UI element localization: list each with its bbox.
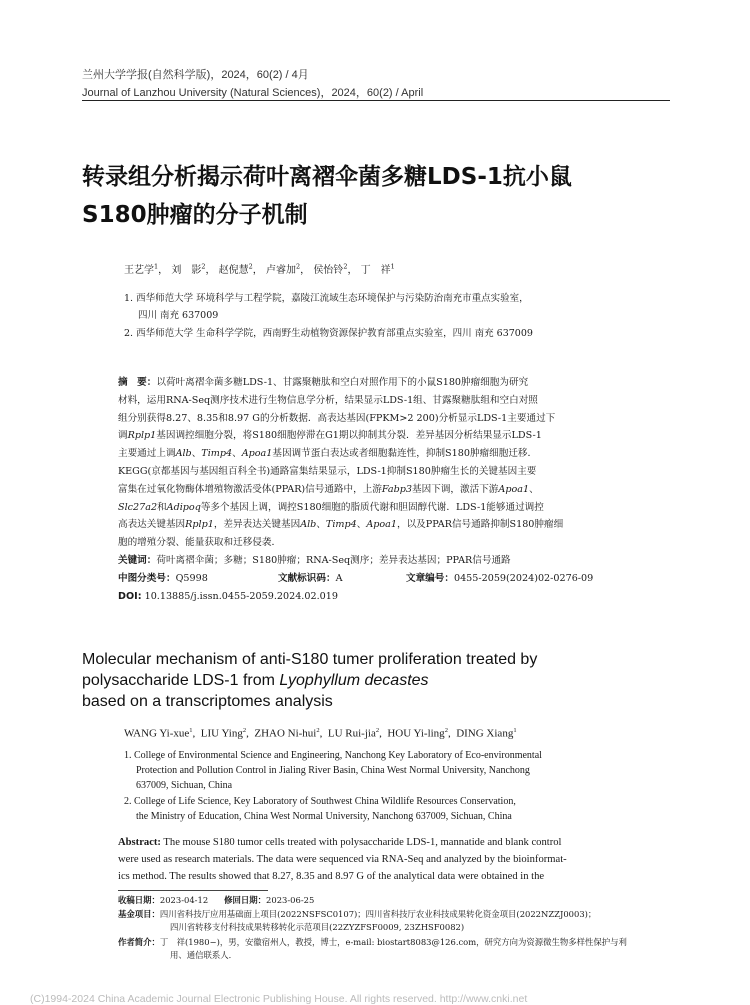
- footnote-fund: 基金项目：四川省科技厅应用基础面上项目(2022NSFSC0107)；四川省科技厅农业科技成果转化资金项目(2022NZZJ0003)；: [118, 909, 597, 919]
- affiliation-en-1-cont: Protection and Pollution Control in Jialing River Basin, China West Normal University, Nanchong: [136, 765, 530, 776]
- header-rule: [82, 100, 670, 101]
- abstract-zh: 摘 要：以荷叶离褶伞菌多糖LDS-1、甘露聚糖肽和空白对照作用下的小鼠S180肿瘤细胞为研究 材料，运用RNA-Seq测序技术进行生物信息学分析，结果显示LDS-1组、甘露聚糖肽组和空白对照 组分别获得8.27、8.35和8.97 G的分析数据．高表达基因(FPKM>2 200)分析显示LDS-1主要通过下 调Rplp1基因调控细胞分裂，将S180细胞停滞在G1期以抑制其分裂．差异基因分析结果显示LDS-1 主要通过上调Alb、Timp4、Apoa1基因调节蛋白表达或者细胞黏连性，抑制S180肿瘤细胞迁移． KEGG(京都基因与基因组百科全书)通路富集结果显示，LDS-1抑制S180肿瘤生长的关键基因主要 富集在过氧化物酶体增殖物激活受体(PPAR)信号通路中，上游Fabp3基因下调，激活下游Apoa1、 Slc27a2和Adipoq等多个基因上调，调控S180细胞的脂质代谢和胆固醇代谢．LDS-1能够通过调控 高表达关键基因Rplp1，差异表达关键基因Alb、Timp4、Apoa1，以及PPAR信号通路抑制S180肿瘤细 胞的增殖分裂、能量获取和迁移侵袭． 关键词：荷叶离褶伞菌；多糖；S180肿瘤；RNA-Seq测序；差异表达基因；PPAR信号通路 中图分类号：Q5998 文献标识码：A 文章编号：0455-2059(2024)02-0276-09 DOI: 10.13885/j.issn.0455-2059.2024.02.019: [118, 374, 628, 605]
- author-zh: 赵倪慧: [218, 265, 249, 276]
- authors-zh: 王艺学$^1$， 刘 影$^2$， 赵倪慧$^2$， 卢睿加$^2$， 侯怡铃$^2$， 丁 祥$^1$: [124, 262, 395, 276]
- classification-row: 中图分类号：Q5998 文献标识码：A 文章编号：0455-2059(2024)02-0276-09: [118, 572, 594, 584]
- author-zh: 卢睿加: [265, 265, 296, 276]
- author-zh: 刘 影: [171, 265, 202, 276]
- title-zh-line1: 转录组分析揭示荷叶离褶伞菌多糖LDS-1抗小鼠: [82, 164, 572, 190]
- abstract-zh-label: 摘 要：: [118, 377, 157, 388]
- affiliation-zh-1-cont: 四川 南充 637009: [138, 310, 219, 321]
- footnote-dates: 收稿日期：2023-04-12 修回日期：2023-06-25: [118, 895, 315, 905]
- author-zh: 丁 祥: [360, 265, 391, 276]
- affiliation-zh-1: 1. 西华师范大学 环境科学与工程学院，嘉陵江流域生态环境保护与污染防治南充市重点实验室，: [124, 293, 529, 304]
- abstract-en: Abstract: The mouse S180 tumor cells treated with polysaccharide LDS-1, mannatide and blank control were used as research materials. The data were sequenced via RNA-Seq and analyzed by the bioinformat- ics method. The results showed that 8.27, 8.35 and 8.97 G of the analytical data were obtained in the: [118, 837, 567, 882]
- doi: DOI: 10.13885/j.issn.0455-2059.2024.02.019: [118, 590, 338, 602]
- footnote-rule: [118, 890, 268, 891]
- journal-header-en: Journal of Lanzhou University (Natural Sciences)，2024，60(2) / April: [82, 87, 424, 99]
- affiliation-en-1-cont2: 637009, Sichuan, China: [136, 780, 233, 791]
- title-en-line3: based on a transcriptomes analysis: [82, 693, 333, 710]
- title-en-line2: polysaccharide LDS-1 from Lyophyllum decastes: [82, 672, 429, 689]
- affiliation-en-1: 1. College of Environmental Science and Engineering, Nanchong Key Laboratory of Eco-environmental: [124, 750, 542, 761]
- affiliation-en-2-cont: the Ministry of Education, China West Normal University, Nanchong 637009, Sichuan, China: [136, 811, 512, 822]
- author-zh: 王艺学: [124, 265, 154, 276]
- footnote-author-cont: 用、通信联系人．: [170, 950, 237, 960]
- footnote-author: 作者简介：丁 祥(1980−)，男，安徽宿州人，教授，博士，e-mail: biostart8083@126.com，研究方向为资源微生物多样性保护与利: [118, 937, 627, 947]
- footnote-fund-cont: 四川省转移支付科技成果转移转化示范项目(22ZYZFSF0009, 23ZHSF0082): [170, 922, 465, 932]
- affiliation-en-2: 2. College of Life Science, Key Laboratory of Southwest China Wildlife Resources Conservation,: [124, 796, 516, 807]
- copyright-watermark: (C)1994-2024 China Academic Journal Electronic Publishing House. All rights reserved. http://www.cnki.net: [30, 993, 528, 1005]
- title-zh-line2: S180肿瘤的分子机制: [82, 202, 308, 228]
- author-zh: 侯怡铃: [313, 265, 344, 276]
- keywords-zh: 关键词：荷叶离褶伞菌；多糖；S180肿瘤；RNA-Seq测序；差异表达基因；PPAR信号通路: [118, 554, 511, 566]
- abstract-en-label: Abstract:: [118, 837, 161, 848]
- journal-header-zh: 兰州大学学报(自然科学版)，2024，60(2) / 4月: [82, 69, 309, 81]
- authors-en: WANG Yi-xue$^1$, LIU Ying$^2$, ZHAO Ni-hui$^2$, LU Rui-jia$^2$, HOU Yi-ling$^2$, DING Xiang$^1$: [124, 727, 517, 740]
- title-en-line1: Molecular mechanism of anti-S180 tumer proliferation treated by: [82, 651, 538, 668]
- affiliation-zh-2: 2. 西华师范大学 生命科学学院，西南野生动植物资源保护教育部重点实验室，四川 南充 637009: [124, 328, 533, 339]
